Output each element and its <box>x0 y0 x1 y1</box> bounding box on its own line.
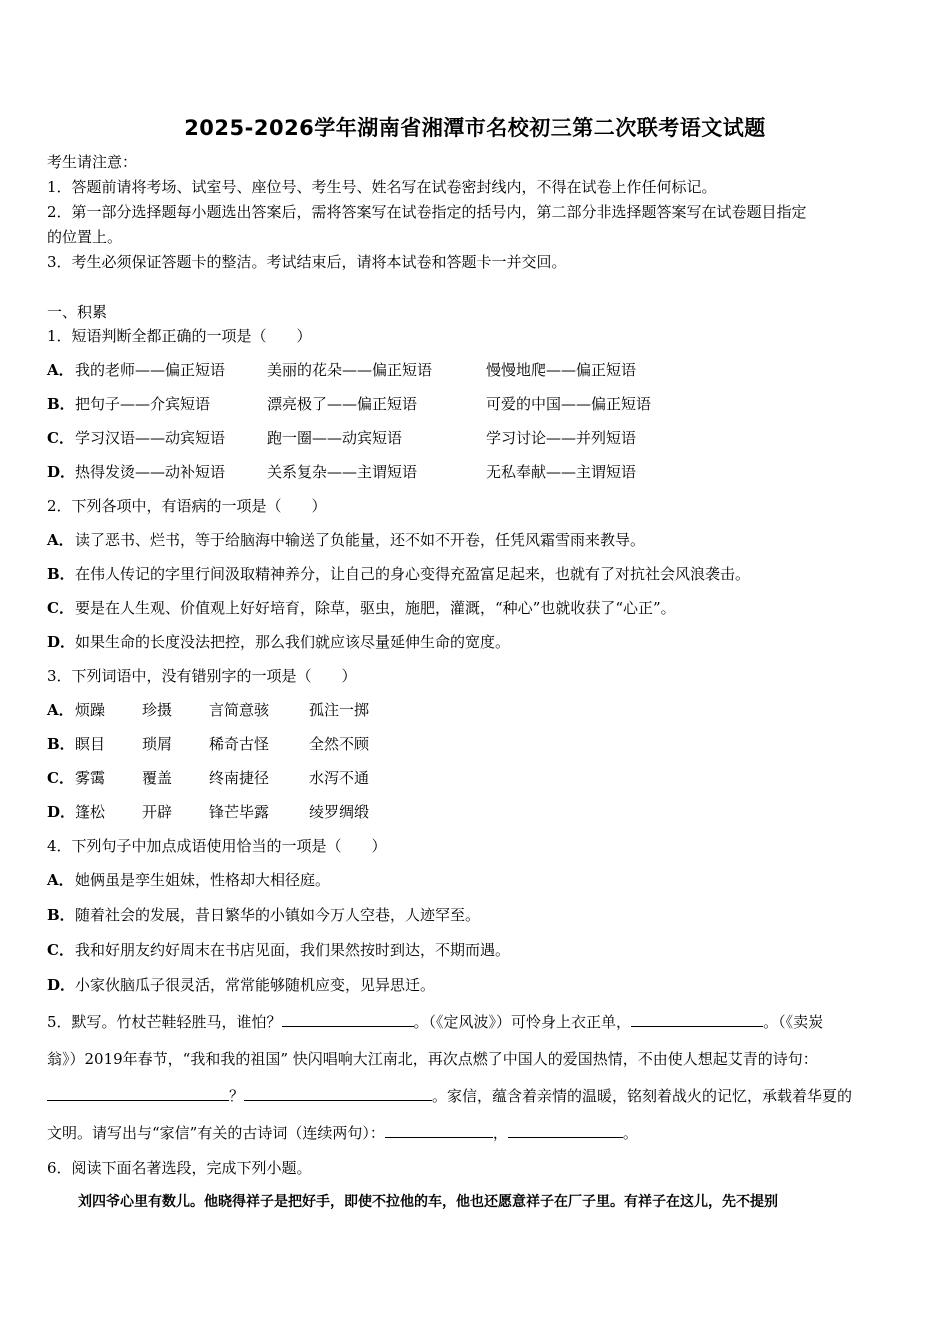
option-label: B． <box>47 906 75 924</box>
option-label: D． <box>47 976 76 994</box>
option-text: 稀奇古怪 <box>209 735 270 753</box>
option-text: 无私奉献——主谓短语 <box>486 463 637 481</box>
question-text: ？ <box>229 1087 245 1105</box>
question-stem: 1．短语判断全都正确的一项是（ ） <box>47 327 312 345</box>
question-text: 。 <box>622 1124 638 1142</box>
question-5-line <box>47 1086 852 1106</box>
option-text: 学习汉语——动宾短语 <box>75 429 226 447</box>
notice-item: 1．答题前请将考场、试室号、座位号、考生号、姓名写在试卷密封线内，不得在试卷上作任何标记。 <box>47 178 717 196</box>
option-text: 琐屑 <box>142 735 173 753</box>
option-text: 瞑目 <box>75 735 106 753</box>
option-text: 水泻不通 <box>309 769 370 787</box>
option-label: C． <box>47 769 74 787</box>
answer-blank[interactable] <box>244 1086 432 1101</box>
option-text: 覆盖 <box>142 769 173 787</box>
option-text: 烦躁 <box>75 701 106 719</box>
option-text: 跑一圈——动宾短语 <box>267 429 403 447</box>
question-5-line <box>47 1123 638 1143</box>
notice-item: 3．考生必须保证答题卡的整洁。考试结束后，请将本试卷和答题卡一并交回。 <box>47 253 567 271</box>
option-text: 孤注一掷 <box>309 701 370 719</box>
answer-blank[interactable] <box>631 1012 763 1027</box>
question-5-line <box>47 1012 823 1032</box>
notice-item: 的位置上。 <box>47 228 123 246</box>
question-text: 。（《卖炭 <box>763 1013 824 1031</box>
option-label: A． <box>47 531 74 549</box>
option-label: A． <box>47 701 74 719</box>
option-label: B． <box>47 565 75 583</box>
option-text: 学习讨论——并列短语 <box>486 429 637 447</box>
option-text: 读了恶书、烂书，等于给脑海中输送了负能量，还不如不开卷，任凭风霜雪雨来教导。 <box>75 531 646 549</box>
option-text: 热得发烫——动补短语 <box>75 463 226 481</box>
answer-blank[interactable] <box>282 1012 414 1027</box>
question-stem: 4．下列句子中加点成语使用恰当的一项是（ ） <box>47 837 387 855</box>
option-label: D． <box>47 803 76 821</box>
option-text: 我的老师——偏正短语 <box>75 361 226 379</box>
question-text: ， <box>492 1124 508 1142</box>
option-text: 锋芒毕露 <box>209 803 270 821</box>
option-text: 随着社会的发展，昔日繁华的小镇如今万人空巷，人迹罕至。 <box>75 906 481 924</box>
option-text: 绫罗绸缎 <box>309 803 370 821</box>
question-text: 5．默写。竹杖芒鞋轻胜马，谁怕？ <box>47 1013 282 1031</box>
option-label: B． <box>47 395 75 413</box>
option-label: D． <box>47 633 76 651</box>
option-text: 在伟人传记的字里行间汲取精神养分，让自己的身心变得充盈富足起来，也就有了对抗社会风浪袭击。 <box>75 565 751 583</box>
option-text: 终南捷径 <box>209 769 270 787</box>
option-text: 开辟 <box>142 803 173 821</box>
page-title: 2025-2026学年湖南省湘潭市名校初三第二次联考语文试题 <box>184 116 766 140</box>
option-label: C． <box>47 941 74 959</box>
notice-item: 2．第一部分选择题每小题选出答案后，需将答案写在试卷指定的括号内，第二部分非选择题答案写在试卷题目指定 <box>47 203 807 221</box>
option-text: 全然不顾 <box>309 735 370 753</box>
notice-heading: 考生请注意： <box>47 153 138 171</box>
option-label: B． <box>47 735 75 753</box>
section-heading: 一、积累 <box>47 303 108 321</box>
question-stem: 2．下列各项中，有语病的一项是（ ） <box>47 497 327 515</box>
question-stem: 3．下列词语中，没有错别字的一项是（ ） <box>47 667 357 685</box>
option-text: 珍摄 <box>142 701 173 719</box>
question-text: 。家信，蕴含着亲情的温暖，铭刻着战火的记忆，承载着华夏的 <box>432 1087 853 1105</box>
option-text: 可爱的中国——偏正短语 <box>486 395 652 413</box>
option-text: 我和好朋友约好周末在书店见面，我们果然按时到达，不期而遇。 <box>75 941 511 959</box>
passage-text: 刘四爷心里有数儿。他晓得祥子是把好手，即使不拉他的车，他也还愿意祥子在厂子里。有祥子在这儿，先不提别 <box>78 1194 778 1210</box>
question-text: 翁》）2019年春节，“我和我的祖国” 快闪唱响大江南北，再次点燃了中国人的爱国热情，不由使人想起艾青的诗句： <box>47 1050 818 1068</box>
option-label: C． <box>47 599 74 617</box>
option-text: 如果生命的长度没法把控，那么我们就应该尽量延伸生命的宽度。 <box>75 633 511 651</box>
answer-blank[interactable] <box>47 1086 229 1101</box>
option-text: 漂亮极了——偏正短语 <box>267 395 418 413</box>
option-text: 慢慢地爬——偏正短语 <box>486 361 637 379</box>
option-text: 关系复杂——主谓短语 <box>267 463 418 481</box>
option-label: C． <box>47 429 74 447</box>
answer-blank[interactable] <box>508 1123 623 1138</box>
option-label: D． <box>47 463 76 481</box>
option-text: 小家伙脑瓜子很灵活，常常能够随机应变，见异思迁。 <box>75 976 436 994</box>
option-text: 要是在人生观、价值观上好好培育，除草，驱虫，施肥，灌溉，“种心”也就收获了“心正”。 <box>75 599 676 617</box>
option-text: 美丽的花朵——偏正短语 <box>267 361 433 379</box>
question-text: 文明。请写出与“家信”有关的古诗词（连续两句）： <box>47 1124 385 1142</box>
option-label: A． <box>47 871 74 889</box>
option-text: 她俩虽是孪生姐妹，性格却大相径庭。 <box>75 871 331 889</box>
option-text: 把句子——介宾短语 <box>75 395 211 413</box>
option-text: 篷松 <box>75 803 106 821</box>
option-label: A． <box>47 361 74 379</box>
option-text: 雾霭 <box>75 769 106 787</box>
question-text: 。（《定风波》）可怜身上衣正单， <box>413 1013 632 1031</box>
question-stem: 6．阅读下面名著选段，完成下列小题。 <box>47 1159 312 1177</box>
answer-blank[interactable] <box>385 1123 493 1138</box>
option-text: 言简意骇 <box>209 701 270 719</box>
